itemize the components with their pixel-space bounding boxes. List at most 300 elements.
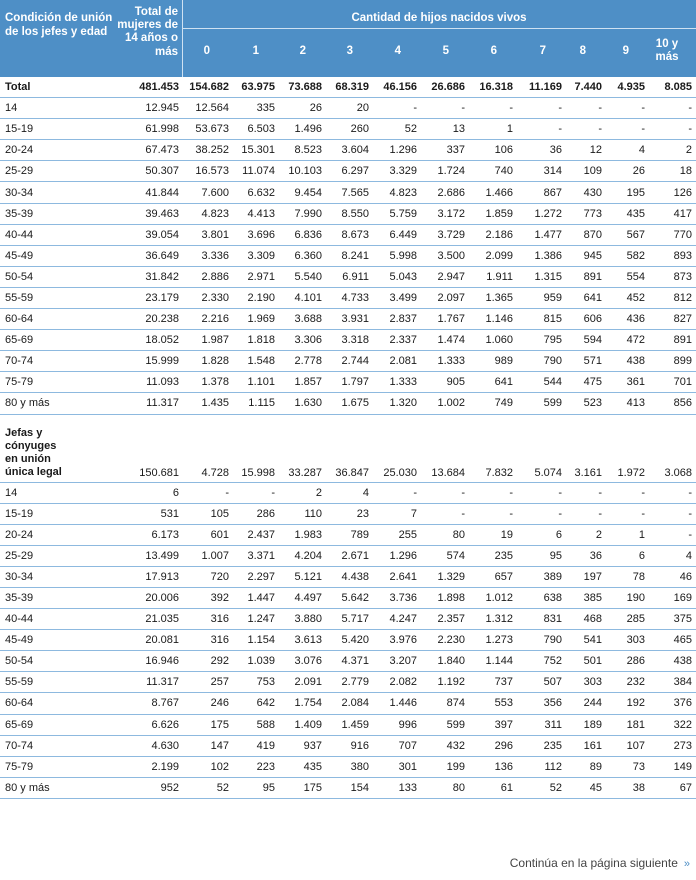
cell-hijos-4: 3.499 [373,287,421,308]
cell-hijos-8: 501 [566,651,606,672]
cell-hijos-10: - [649,482,696,503]
cell-hijos-1: 2.437 [233,524,279,545]
cell-hijos-8: 606 [566,309,606,330]
cell-hijos-10: - [649,524,696,545]
cell-hijos-0: 1.435 [183,393,233,414]
cell-hijos-4: 2.837 [373,309,421,330]
cell-hijos-9: 1 [606,524,649,545]
cell-hijos-4: 133 [373,777,421,798]
cell-hijos-1: 286 [233,503,279,524]
table-row [0,266,696,287]
table-row [0,351,696,372]
cell-hijos-5: 3.500 [421,245,469,266]
cell-hijos-6: 19 [469,524,517,545]
cell-hijos-7: 544 [517,372,566,393]
cell-hijos-0: 154.682 [183,77,233,98]
cell-hijos-8: 89 [566,756,606,777]
cell-hijos-10: 417 [649,203,696,224]
table-row [0,503,696,524]
cell-hijos-2: 5.121 [279,566,326,587]
cell-hijos-8: 161 [566,735,606,756]
cell-hijos-1: 3.371 [233,545,279,566]
cell-hijos-10: 856 [649,393,696,414]
cell-total: 531 [108,503,183,524]
cell-hijos-2: 3.076 [279,651,326,672]
cell-hijos-7: 815 [517,309,566,330]
continuation-text: Continúa en la página siguiente [509,856,678,870]
cell-hijos-7: 389 [517,566,566,587]
cell-hijos-8: 2 [566,524,606,545]
row-label: 25-29 [0,161,108,182]
cell-hijos-5: 13 [421,119,469,140]
row-label: 15-19 [0,503,108,524]
cell-hijos-3: 68.319 [326,77,373,98]
header-col-9: 9 [622,45,629,57]
table-row [0,482,696,503]
table-row [0,393,696,414]
cell-hijos-6: 61 [469,777,517,798]
cell-hijos-2: 175 [279,777,326,798]
cell-hijos-5: - [421,98,469,119]
cell-hijos-0: 102 [183,756,233,777]
cell-hijos-9: 4 [606,140,649,161]
cell-hijos-1: 4.413 [233,203,279,224]
cell-hijos-1: 642 [233,693,279,714]
cell-hijos-2: 6.836 [279,224,326,245]
cell-hijos-0: 601 [183,524,233,545]
table-row [0,182,696,203]
cell-hijos-2: 110 [279,503,326,524]
cell-hijos-0: 2.216 [183,309,233,330]
cell-hijos-1: 1.548 [233,351,279,372]
cell-hijos-4: 707 [373,735,421,756]
cell-hijos-6: 989 [469,351,517,372]
cell-hijos-1: 588 [233,714,279,735]
cell-hijos-3: 916 [326,735,373,756]
cell-hijos-1: 223 [233,756,279,777]
row-label: 25-29 [0,545,108,566]
cell-hijos-4: 1.333 [373,372,421,393]
cell-hijos-10: - [649,119,696,140]
table-row [0,714,696,735]
cell-hijos-10: 126 [649,182,696,203]
cell-total: 16.946 [108,651,183,672]
cell-total: 11.093 [108,372,183,393]
cell-hijos-3: 2.779 [326,672,373,693]
cell-hijos-8: 7.440 [566,77,606,98]
cell-hijos-2: 26 [279,98,326,119]
cell-hijos-0: 1.378 [183,372,233,393]
cell-hijos-1: 2.297 [233,566,279,587]
cell-hijos-0: 16.573 [183,161,233,182]
cell-hijos-5: 432 [421,735,469,756]
cell-hijos-7: 11.169 [517,77,566,98]
cell-hijos-7: 95 [517,545,566,566]
cell-hijos-10: 893 [649,245,696,266]
cell-hijos-2: 435 [279,756,326,777]
cell-hijos-7: 1.272 [517,203,566,224]
cell-hijos-10: 438 [649,651,696,672]
cell-hijos-3: 1.675 [326,393,373,414]
cell-hijos-7: - [517,119,566,140]
cell-hijos-9: 435 [606,203,649,224]
cell-hijos-8: 430 [566,182,606,203]
cell-hijos-6: 16.318 [469,77,517,98]
cell-hijos-8: 385 [566,587,606,608]
cell-hijos-7: 52 [517,777,566,798]
header-col-7: 7 [539,45,546,57]
cell-hijos-9: 26 [606,161,649,182]
cell-hijos-5: 1.724 [421,161,469,182]
cell-hijos-7: 507 [517,672,566,693]
cell-hijos-9: 181 [606,714,649,735]
cell-total: 2.199 [108,756,183,777]
row-label: 35-39 [0,203,108,224]
cell-hijos-4: - [373,482,421,503]
table-row [0,119,696,140]
cell-hijos-6: 136 [469,756,517,777]
cell-total: 17.913 [108,566,183,587]
cell-hijos-7: 959 [517,287,566,308]
cell-hijos-3: 3.318 [326,330,373,351]
cell-hijos-6: 1.312 [469,609,517,630]
cell-hijos-5: 874 [421,693,469,714]
cell-hijos-8: 197 [566,566,606,587]
row-label: 50-54 [0,651,108,672]
cell-hijos-2: 3.306 [279,330,326,351]
cell-hijos-1: 1.154 [233,630,279,651]
cell-hijos-8: 12 [566,140,606,161]
cell-hijos-3: 2.744 [326,351,373,372]
cell-hijos-2: 2.778 [279,351,326,372]
cell-hijos-8: 303 [566,672,606,693]
cell-hijos-7: 790 [517,630,566,651]
row-label: 65-69 [0,330,108,351]
cell-hijos-5: 2.230 [421,630,469,651]
cell-hijos-0: 720 [183,566,233,587]
table-row [0,672,696,693]
cell-hijos-5: 80 [421,777,469,798]
row-label: 55-59 [0,287,108,308]
header-col-6: 6 [490,45,497,57]
cell-hijos-9: 195 [606,182,649,203]
cell-hijos-8: 571 [566,351,606,372]
cell-hijos-9: 285 [606,609,649,630]
cell-hijos-8: 891 [566,266,606,287]
header-col-2: 2 [299,45,306,57]
cell-hijos-5: 1.192 [421,672,469,693]
cell-hijos-4: 4.823 [373,182,421,203]
header-col-1: 1 [252,45,259,57]
continuation-note [510,856,690,870]
cell-hijos-8: 45 [566,777,606,798]
cell-hijos-3: 23 [326,503,373,524]
cell-hijos-4: 1.296 [373,140,421,161]
cell-hijos-5: 80 [421,524,469,545]
row-label: 30-34 [0,566,108,587]
cell-hijos-1: 2.190 [233,287,279,308]
cell-hijos-3: 3.604 [326,140,373,161]
row-label: 50-54 [0,266,108,287]
cell-hijos-0: 52 [183,777,233,798]
cell-hijos-10: 149 [649,756,696,777]
row-label: 80 y más [0,777,108,798]
header-col-8: 8 [579,45,586,57]
cell-total: 13.499 [108,545,183,566]
cell-hijos-1: 1.039 [233,651,279,672]
cell-hijos-3: 20 [326,98,373,119]
table-row [0,609,696,630]
cell-hijos-5: 1.767 [421,309,469,330]
cell-hijos-2: 1.409 [279,714,326,735]
cell-hijos-2: 1.983 [279,524,326,545]
cell-hijos-2: 33.287 [279,414,326,482]
cell-hijos-7: 867 [517,182,566,203]
row-label: 70-74 [0,735,108,756]
cell-hijos-5: 3.172 [421,203,469,224]
cell-hijos-6: 1.144 [469,651,517,672]
cell-hijos-9: 73 [606,756,649,777]
cell-hijos-0: 316 [183,609,233,630]
cell-hijos-0: 4.728 [183,414,233,482]
row-label: 75-79 [0,372,108,393]
cell-hijos-4: 1.446 [373,693,421,714]
cell-hijos-6: 1.365 [469,287,517,308]
cell-hijos-5: 1.333 [421,351,469,372]
cell-hijos-3: 8.550 [326,203,373,224]
cell-hijos-3: 6.911 [326,266,373,287]
table-row [0,98,696,119]
cell-hijos-3: 2.084 [326,693,373,714]
table-row [0,140,696,161]
cell-hijos-10: 322 [649,714,696,735]
table-row [0,224,696,245]
cell-total: 952 [108,777,183,798]
cell-hijos-4: 2.337 [373,330,421,351]
cell-hijos-1: 6.503 [233,119,279,140]
cell-hijos-9: 38 [606,777,649,798]
cell-hijos-7: 831 [517,609,566,630]
cell-total: 6.626 [108,714,183,735]
cell-hijos-1: 11.074 [233,161,279,182]
table-row [0,777,696,798]
cell-hijos-9: 6 [606,545,649,566]
cell-hijos-8: - [566,119,606,140]
row-label: 20-24 [0,524,108,545]
cell-hijos-10: 701 [649,372,696,393]
cell-hijos-2: 8.523 [279,140,326,161]
header-hijos-group: Cantidad de hijos nacidos vivos [351,12,527,24]
cell-hijos-2: 2 [279,482,326,503]
cell-hijos-2: 1.754 [279,693,326,714]
cell-hijos-0: 4.823 [183,203,233,224]
cell-hijos-3: 7.565 [326,182,373,203]
cell-hijos-1: 1.818 [233,330,279,351]
cell-hijos-3: 789 [326,524,373,545]
cell-hijos-9: 436 [606,309,649,330]
cell-hijos-1: 15.301 [233,140,279,161]
cell-hijos-4: 5.043 [373,266,421,287]
cell-total: 61.998 [108,119,183,140]
cell-hijos-6: 1.859 [469,203,517,224]
cell-hijos-0: 12.564 [183,98,233,119]
cell-hijos-5: 2.686 [421,182,469,203]
cell-hijos-6: 1.060 [469,330,517,351]
cell-total: 11.317 [108,393,183,414]
cell-total: 67.473 [108,140,183,161]
cell-total: 23.179 [108,287,183,308]
cell-hijos-7: 1.315 [517,266,566,287]
cell-hijos-0: 1.828 [183,351,233,372]
cell-hijos-5: 2.357 [421,609,469,630]
table-row [0,203,696,224]
cell-hijos-5: 199 [421,756,469,777]
cell-hijos-8: 3.161 [566,414,606,482]
cell-hijos-6: 1.273 [469,630,517,651]
cell-total: 6 [108,482,183,503]
cell-hijos-0: 53.673 [183,119,233,140]
cell-hijos-3: 6.297 [326,161,373,182]
cell-hijos-1: 2.971 [233,266,279,287]
cell-hijos-8: 244 [566,693,606,714]
cell-hijos-9: 303 [606,630,649,651]
cell-hijos-8: 36 [566,545,606,566]
cell-hijos-6: 657 [469,566,517,587]
cell-total: 20.006 [108,587,183,608]
cell-hijos-6: 2.186 [469,224,517,245]
cell-hijos-4: 2.082 [373,672,421,693]
cell-hijos-4: 1.296 [373,545,421,566]
cell-hijos-6: - [469,503,517,524]
cell-total: 41.844 [108,182,183,203]
cell-hijos-9: 472 [606,330,649,351]
cell-hijos-8: 468 [566,609,606,630]
cell-hijos-10: 3.068 [649,414,696,482]
cell-hijos-10: 375 [649,609,696,630]
cell-hijos-9: 286 [606,651,649,672]
cell-hijos-4: 3.207 [373,651,421,672]
header-group-rule [183,28,696,29]
row-label: 40-44 [0,224,108,245]
cell-hijos-0: 105 [183,503,233,524]
cell-hijos-10: 67 [649,777,696,798]
cell-total: 4.630 [108,735,183,756]
cell-hijos-6: 1.012 [469,587,517,608]
table-row [0,372,696,393]
cell-hijos-7: 314 [517,161,566,182]
cell-hijos-7: 599 [517,393,566,414]
cell-hijos-7: 1.386 [517,245,566,266]
cell-hijos-5: 905 [421,372,469,393]
cell-hijos-6: 235 [469,545,517,566]
row-label: 60-64 [0,309,108,330]
cell-hijos-0: 38.252 [183,140,233,161]
cell-hijos-4: 2.641 [373,566,421,587]
cell-hijos-6: 106 [469,140,517,161]
cell-hijos-3: 154 [326,777,373,798]
table-row [0,651,696,672]
cell-hijos-0: 147 [183,735,233,756]
cell-hijos-9: - [606,119,649,140]
cell-hijos-7: 6 [517,524,566,545]
cell-hijos-6: 1.146 [469,309,517,330]
cell-hijos-7: 752 [517,651,566,672]
cell-hijos-1: 6.632 [233,182,279,203]
cell-hijos-6: 749 [469,393,517,414]
cell-hijos-8: - [566,503,606,524]
cell-hijos-7: - [517,482,566,503]
header-col-5: 5 [442,45,449,57]
cell-hijos-3: 8.673 [326,224,373,245]
cell-total: 11.317 [108,672,183,693]
table-row [0,693,696,714]
cell-hijos-7: 1.477 [517,224,566,245]
cell-hijos-3: 5.420 [326,630,373,651]
cell-hijos-1: 63.975 [233,77,279,98]
cell-hijos-6: 397 [469,714,517,735]
cell-hijos-1: 419 [233,735,279,756]
cell-hijos-4: 255 [373,524,421,545]
row-label: Jefas y cónyuges en unión única legal [0,414,108,482]
header-condicion: Condición de unión de los jefes y edad [5,12,113,38]
double-chevron-right-icon: » [683,858,690,870]
cell-hijos-9: 78 [606,566,649,587]
cell-hijos-0: - [183,482,233,503]
cell-hijos-4: 6.449 [373,224,421,245]
cell-hijos-9: 107 [606,735,649,756]
row-label: 75-79 [0,756,108,777]
cell-hijos-2: 1.857 [279,372,326,393]
row-label: 15-19 [0,119,108,140]
cell-hijos-8: 773 [566,203,606,224]
cell-total: 36.649 [108,245,183,266]
cell-hijos-7: 356 [517,693,566,714]
cell-hijos-3: 5.717 [326,609,373,630]
cell-hijos-10: 376 [649,693,696,714]
cell-hijos-0: 1.987 [183,330,233,351]
cell-hijos-6: 296 [469,735,517,756]
cell-hijos-0: 316 [183,630,233,651]
cell-hijos-10: 465 [649,630,696,651]
cell-hijos-0: 175 [183,714,233,735]
cell-hijos-0: 3.336 [183,245,233,266]
cell-hijos-0: 246 [183,693,233,714]
cell-hijos-6: - [469,482,517,503]
cell-hijos-8: 594 [566,330,606,351]
cell-hijos-5: 3.729 [421,224,469,245]
cell-hijos-2: 73.688 [279,77,326,98]
cell-hijos-5: - [421,503,469,524]
cell-total: 39.463 [108,203,183,224]
row-label: 45-49 [0,630,108,651]
cell-hijos-5: 337 [421,140,469,161]
cell-hijos-4: 2.081 [373,351,421,372]
cell-hijos-9: 582 [606,245,649,266]
table-row [0,161,696,182]
cell-hijos-8: - [566,482,606,503]
cell-hijos-2: 937 [279,735,326,756]
row-label: 55-59 [0,672,108,693]
cell-hijos-9: 192 [606,693,649,714]
cell-total: 39.054 [108,224,183,245]
cell-hijos-9: 232 [606,672,649,693]
cell-total: 8.767 [108,693,183,714]
cell-hijos-7: 638 [517,587,566,608]
row-label: 60-64 [0,693,108,714]
cell-hijos-3: 4.371 [326,651,373,672]
cell-hijos-4: 4.247 [373,609,421,630]
cell-hijos-2: 1.496 [279,119,326,140]
